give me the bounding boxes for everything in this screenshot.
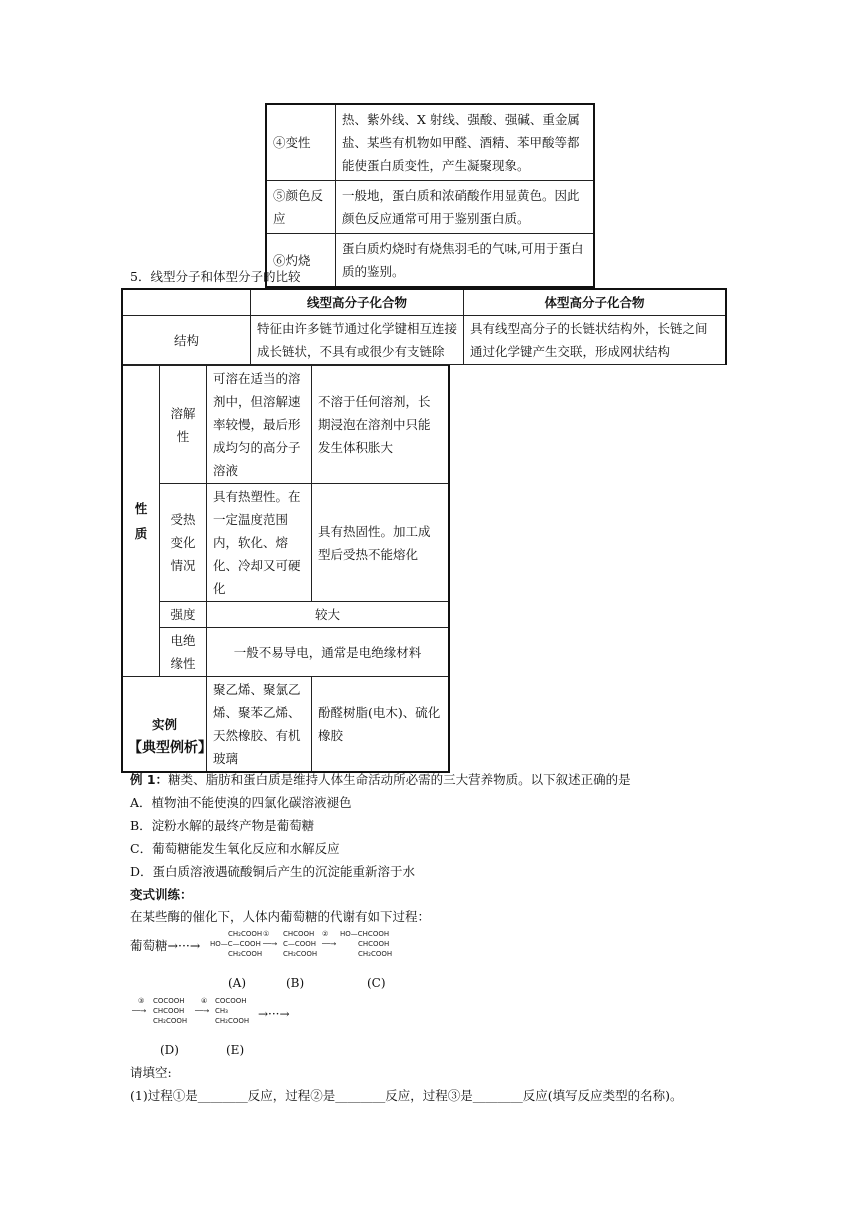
- end-arrow: →···→: [258, 1007, 290, 1021]
- solubility-network: 不溶于任何溶剂，长期浸泡在溶剂中只能发生体积胀大: [312, 366, 450, 484]
- option-c: C．葡萄糖能发生氧化反应和水解反应: [130, 841, 340, 856]
- table-row: [122, 602, 449, 628]
- col-header-linear: 线型高分子化合物: [251, 289, 464, 316]
- structure-table: [121, 288, 727, 365]
- mol-line: CH₂COOH: [228, 930, 263, 938]
- examples-label: 实例: [122, 677, 207, 773]
- heat-network: 具有热固性。加工成型后受热不能熔化: [312, 484, 450, 602]
- fill-prompt: 请填空:: [130, 1065, 172, 1080]
- row-label: ⑥灼烧: [266, 234, 336, 288]
- table-row: [266, 104, 594, 181]
- step-3: ③ ──→: [132, 997, 147, 1015]
- molecule-b: [283, 929, 317, 959]
- example1-stem: [130, 770, 631, 790]
- variant-title: 变式训练：: [130, 887, 193, 902]
- insulation-value: 一般不易导电，通常是电绝缘材料: [207, 628, 450, 677]
- label-b: (B): [286, 976, 305, 990]
- label-c: (C): [367, 976, 386, 990]
- properties-table: [121, 365, 450, 773]
- structure-linear: 特征由许多链节通过化学键相互连接成长链状，不具有或很少有支链除: [251, 316, 464, 365]
- molecule-a: [210, 929, 262, 959]
- molecule-c: [340, 929, 392, 959]
- dots-arrow: →···→: [167, 938, 201, 953]
- strength-label: 强度: [160, 602, 207, 628]
- structure-network: 具有线型高分子的长链状结构外，长链之间通过化学键产生交联，形成网状结构: [464, 316, 727, 365]
- mol-line: C—COOH: [283, 940, 317, 948]
- mol-line: HO—CHCOOH: [340, 930, 390, 938]
- solubility-label: 溶解性: [160, 366, 207, 484]
- option-b: B．淀粉水解的最终产物是葡萄糖: [130, 818, 315, 833]
- mol-line: HO—C—COOH: [210, 940, 261, 948]
- step-label: ③: [138, 997, 145, 1005]
- row-text: 热、紫外线、X 射线、强酸、强碱、重金属盐、某些有机物如甲醛、酒精、苯甲酸等都能使蛋白质变性，产生凝聚现象。: [336, 104, 595, 181]
- mol-line: CHCOOH: [283, 930, 315, 938]
- mol-line: CH₂COOH: [215, 1017, 250, 1025]
- mol-line: CH₂COOH: [283, 950, 318, 958]
- row-label: ⑤颜色反应: [266, 181, 336, 234]
- step-2: ② ──→: [322, 930, 337, 948]
- table-row: [266, 234, 594, 288]
- polymer-comparison: [121, 288, 727, 773]
- mol-line: CH₂COOH: [358, 950, 393, 958]
- strength-value: 较大: [207, 602, 450, 628]
- table-row: [266, 181, 594, 234]
- properties-label: 性质: [122, 366, 160, 677]
- mol-line: CH₃: [215, 1007, 228, 1015]
- label-a: (A): [228, 976, 247, 990]
- section-5-title: 5．线型分子和体型分子的比较: [130, 269, 301, 284]
- molecule-e: [215, 996, 249, 1026]
- table-row: [122, 484, 449, 602]
- section-typical-title: 【典型例析】: [128, 740, 212, 756]
- mol-line: CH₂COOH: [228, 950, 263, 958]
- step-1: ① ──→: [263, 930, 278, 948]
- variant-intro: 在某些酶的催化下，人体内葡萄糖的代谢有如下过程：: [130, 909, 431, 924]
- step-label: ④: [201, 997, 208, 1005]
- row-label: ④变性: [266, 104, 336, 181]
- mol-line: CHCOOH: [153, 1007, 185, 1015]
- mol-line: COCOOH: [215, 997, 247, 1005]
- mol-line: CHCOOH: [358, 940, 390, 948]
- denaturation-table: [265, 103, 595, 288]
- table-row: [122, 628, 449, 677]
- mol-line: COCOOH: [153, 997, 185, 1005]
- step-4: ④ ──→: [195, 997, 210, 1015]
- structure-label: 结构: [122, 316, 251, 365]
- heat-linear: 具有热塑性。在一定温度范围内，软化、熔化、冷却又可硬化: [207, 484, 312, 602]
- solubility-linear: 可溶在适当的溶剂中，但溶解速率较慢，最后形成均匀的高分子溶液: [207, 366, 312, 484]
- example1-question: 糖类、脂肪和蛋白质是维持人体生命活动所必需的三大营养物质。以下叙述正确的是: [168, 772, 631, 787]
- table-row: [122, 316, 726, 365]
- mol-line: CH₂COOH: [153, 1017, 188, 1025]
- row-text: 蛋白质灼烧时有烧焦羽毛的气味,可用于蛋白质的鉴别。: [336, 234, 595, 288]
- examples-network: 酚醛树脂(电木)、硫化橡胶: [312, 677, 450, 773]
- table-row: [122, 366, 449, 484]
- scheme-start: [130, 936, 200, 954]
- empty-cell: [122, 289, 251, 316]
- heat-label: 受热变化情况: [160, 484, 207, 602]
- label-e: (E): [226, 1043, 245, 1057]
- insulation-label: 电绝缘性: [160, 628, 207, 677]
- question-1: (1)过程①是________反应，过程②是________反应，过程③是________反应(填写反应类型的名称)。: [130, 1088, 683, 1103]
- step-label: ①: [263, 930, 270, 938]
- example1-label: 例 1：: [130, 772, 169, 787]
- step-label: ②: [322, 930, 329, 938]
- table-row: [122, 289, 726, 316]
- col-header-network: 体型高分子化合物: [464, 289, 727, 316]
- examples-linear: 聚乙烯、聚氯乙烯、聚苯乙烯、天然橡胶、有机玻璃: [207, 677, 312, 773]
- option-d: D．蛋白质溶液遇硫酸铜后产生的沉淀能重新溶于水: [130, 864, 416, 879]
- row-text: 一般地，蛋白质和浓硝酸作用显黄色。因此颜色反应通常可用于鉴别蛋白质。: [336, 181, 595, 234]
- option-a: A．植物油不能使溴的四氯化碳溶液褪色: [130, 795, 352, 810]
- molecule-d: [153, 996, 187, 1026]
- label-d: (D): [160, 1043, 179, 1057]
- glucose-label: 葡萄糖: [130, 938, 168, 953]
